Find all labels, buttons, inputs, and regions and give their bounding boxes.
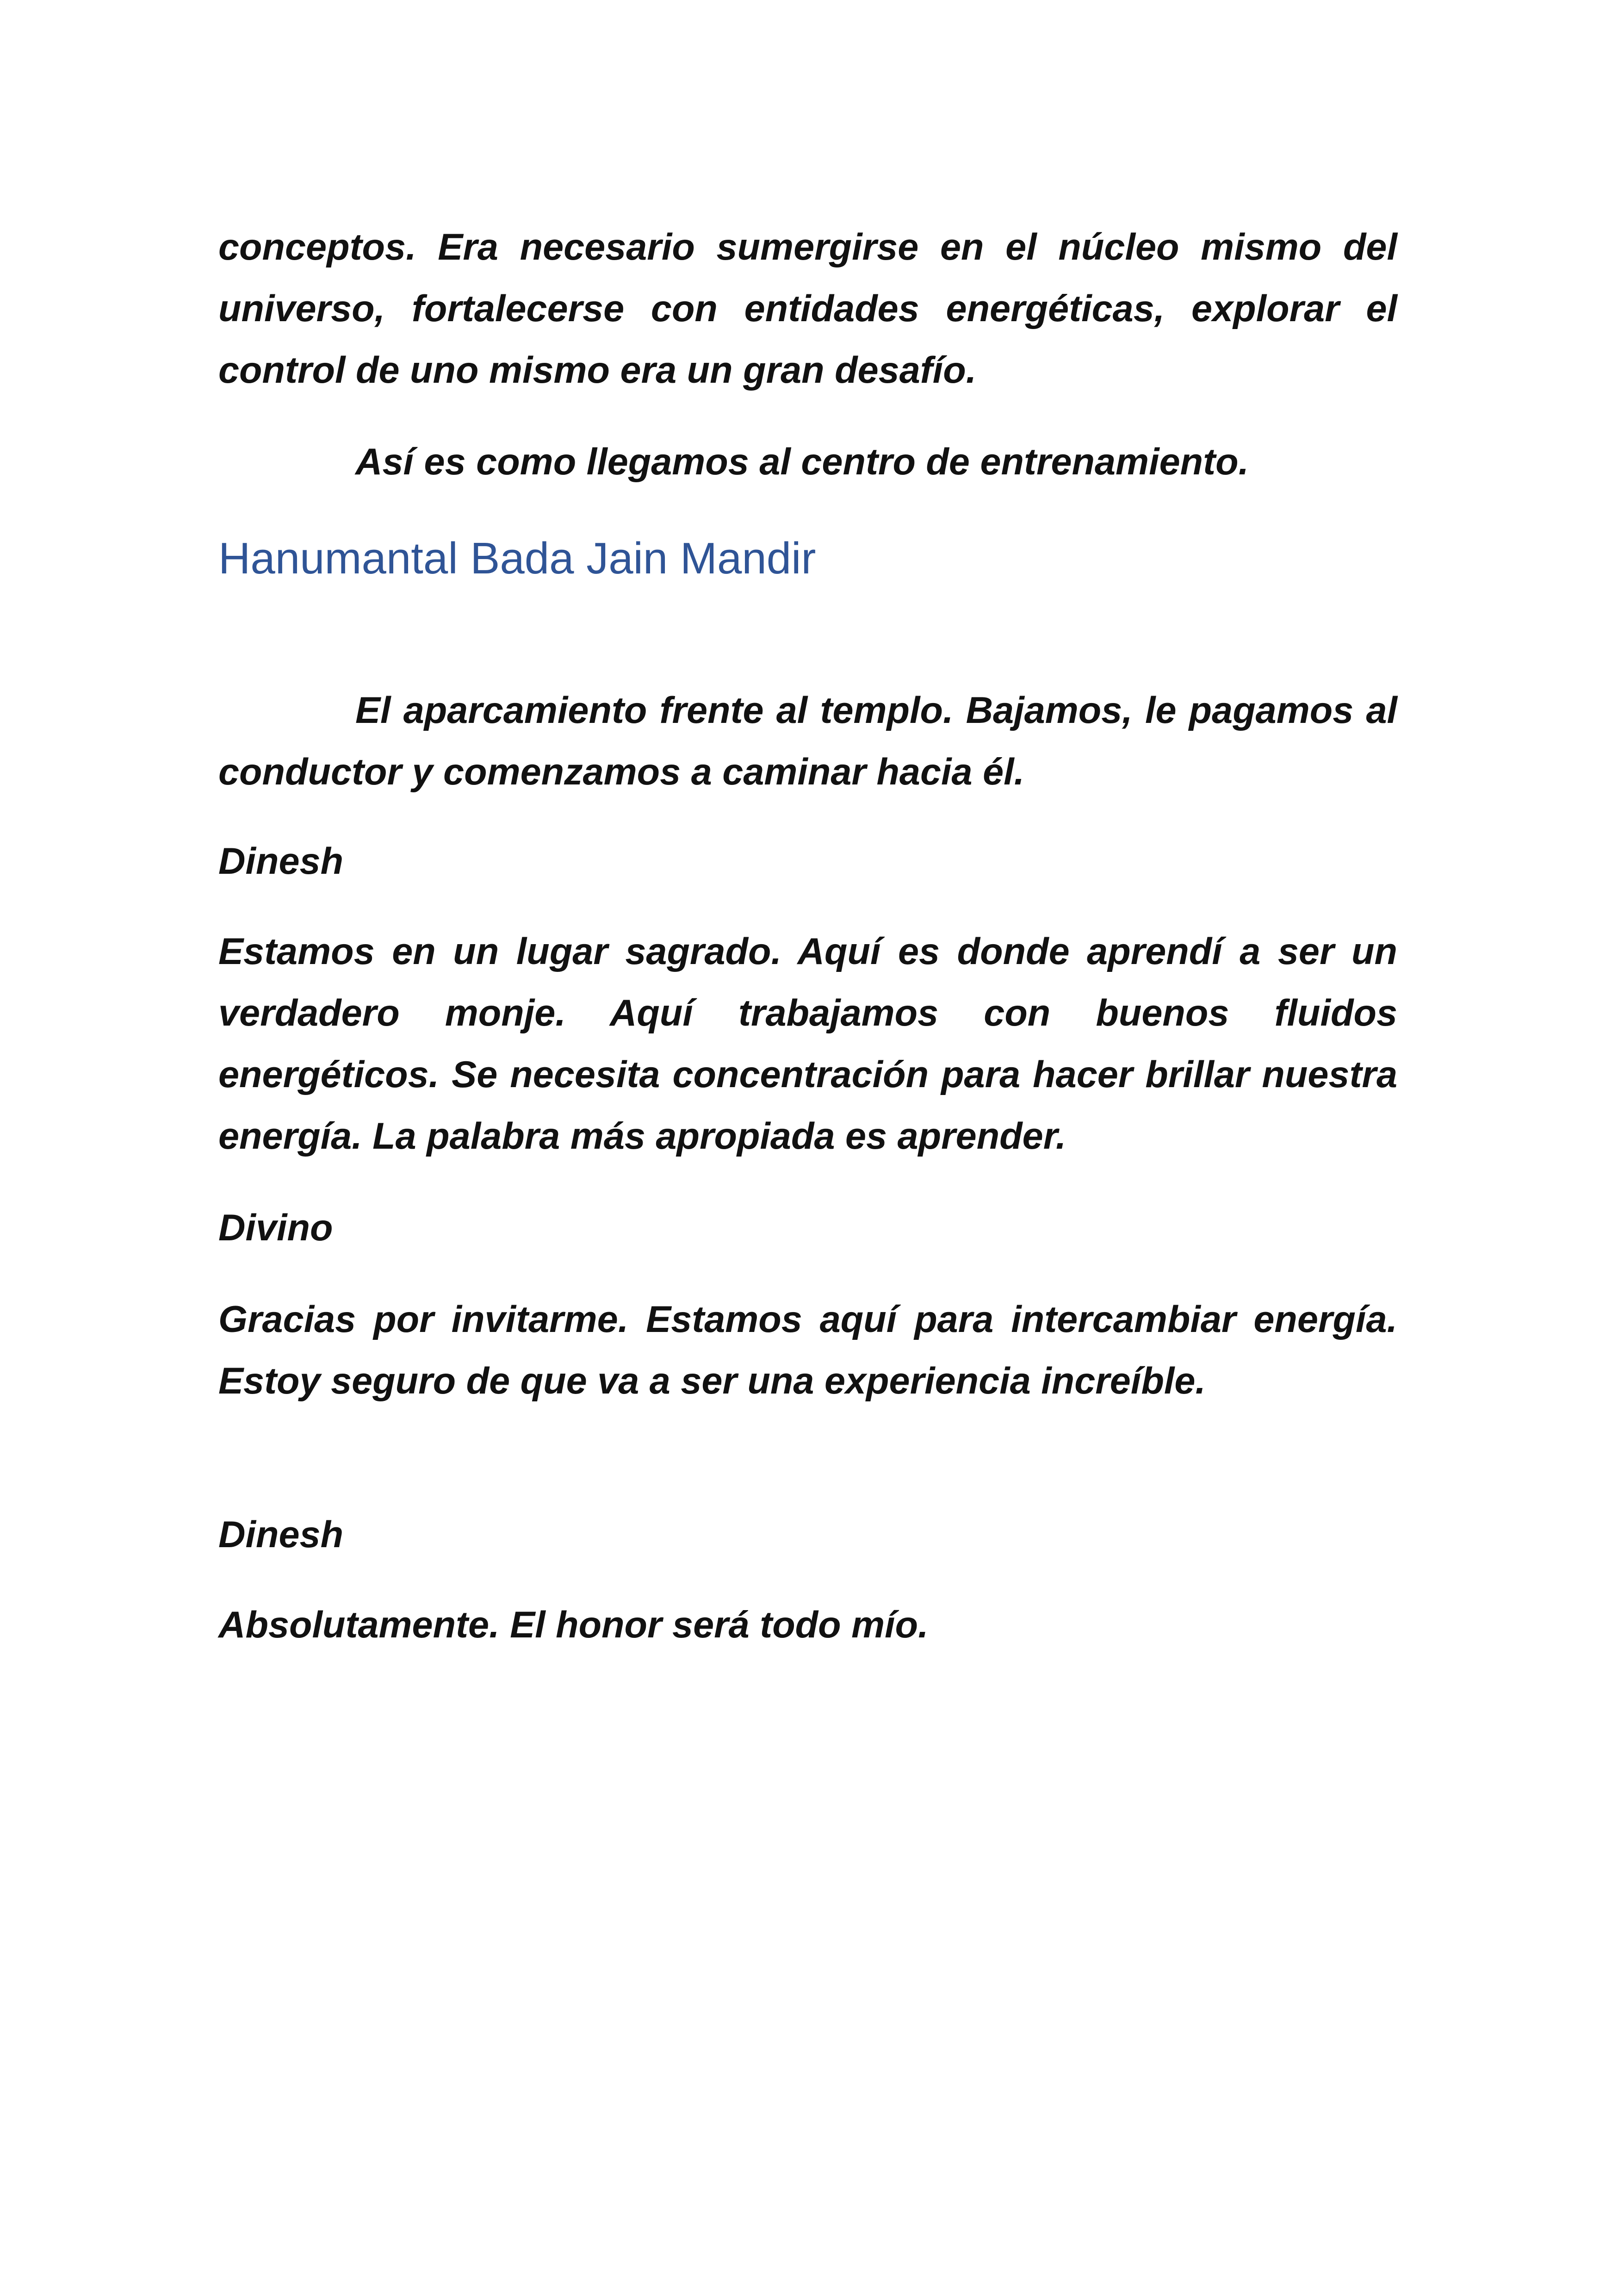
dialogue-line: Gracias por invitarme. Estamos aquí para intercambiar energía. Estoy seguro de que va a ser una experiencia increíble. <box>218 1299 1397 1402</box>
dialogue-line: Absolutamente. El honor será todo mío. <box>218 1604 929 1646</box>
section-heading: Hanumantal Bada Jain Mandir <box>218 534 816 583</box>
paragraph-arrival: Así es como llegamos al centro de entrenamiento. <box>355 441 1249 483</box>
speaker-name: Dinesh <box>218 840 344 882</box>
paragraph-parking: El aparcamiento frente al templo. Bajamos, le pagamos al conductor y comenzamos a caminar hacia él. <box>218 690 1397 793</box>
speaker-name: Divino <box>218 1207 333 1249</box>
paragraph-intro: conceptos. Era necesario sumergirse en el núcleo mismo del universo, fortalecerse con entidades energéticas, explorar el control de uno mismo era un gran desafío. <box>218 226 1397 391</box>
speaker-name: Dinesh <box>218 1514 344 1556</box>
dialogue-line: Estamos en un lugar sagrado. Aquí es donde aprendí a ser un verdadero monje. Aquí trabajamos con buenos fluidos energéticos. Se necesita concentración para hacer brillar nuestra energía. La palabra más apropiada es aprender. <box>218 931 1397 1157</box>
